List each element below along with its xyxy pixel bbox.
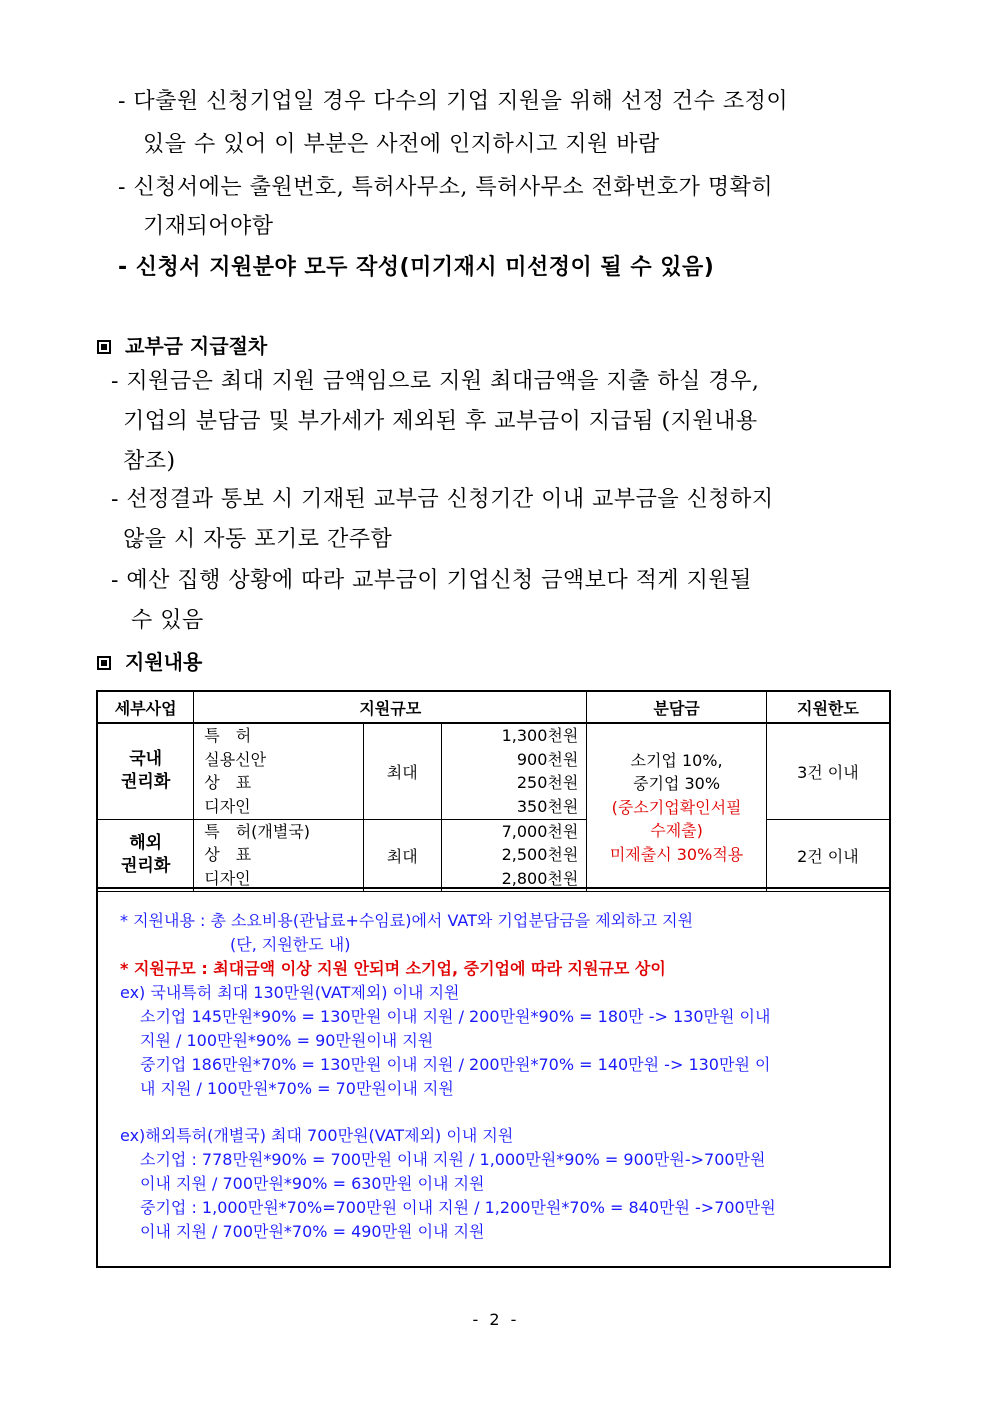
overseas-amounts (441, 819, 587, 891)
intro-bullet-2-line-1: - 신청서에는 출원번호, 특허사무소, 특허사무소 전화번호가 명확히 (118, 175, 774, 200)
list-item: 350천원 (516, 796, 579, 816)
square-bullet-icon (97, 656, 111, 670)
overseas-items (194, 819, 364, 891)
list-item: 실용신안 (204, 749, 267, 769)
grant-bullet-1-line-1: - 지원금은 최대 지원 금액임으로 지원 최대금액을 지출 하실 경우, (111, 369, 760, 394)
note-1-line-2: (단, 지원한도 내) (230, 935, 351, 954)
example-2-line-3: 중기업 : 1,000만원*70%=700만원 이내 지원 / 1,200만원*70% = 840만원 ->700만원 (140, 1198, 776, 1217)
intro-bullet-3-bold: - 신청서 지원분야 모두 작성(미기재시 미선정이 될 수 있음) (118, 255, 715, 280)
list-item: 250천원 (516, 773, 579, 793)
grant-bullet-3-line-2: 수 있음 (131, 608, 204, 633)
support-table (96, 690, 891, 892)
list-item: 특 허 (204, 726, 252, 746)
table-row-domestic (97, 723, 890, 819)
grant-bullet-3-line-1: - 예산 집행 상황에 따라 교부금이 기업신청 금액보다 적게 지원될 (111, 568, 752, 593)
intro-bullet-1-line-1: - 다출원 신청기업일 경우 다수의 기업 지원을 위해 선정 건수 조정이 (118, 89, 789, 114)
header-limit: 지원한도 (766, 691, 890, 723)
example-1-line-3: 중기업 186만원*70% = 130만원 이내 지원 / 200만원*70% = 140만원 -> 130만원 이 (140, 1055, 771, 1074)
grant-bullet-2-line-2: 않을 시 자동 포기로 간주함 (123, 527, 393, 552)
example-1-line-2: 지원 / 100만원*90% = 90만원이내 지원 (140, 1031, 434, 1050)
table-row-overseas (97, 819, 890, 891)
example-2-line-4: 이내 지원 / 700만원*70% = 490만원 이내 지원 (140, 1222, 485, 1241)
intro-bullet-2-line-2: 기재되어야함 (143, 214, 274, 239)
section-support-heading (97, 646, 202, 675)
example-2-line-2: 이내 지원 / 700만원*90% = 630만원 이내 지원 (140, 1174, 485, 1193)
domestic-limit: 3건 이내 (766, 723, 890, 819)
domestic-scope: 최대 (363, 723, 441, 819)
section-support-title: 지원내용 (125, 650, 203, 674)
category-overseas: 해외 권리화 (97, 819, 194, 891)
list-item: 2,500천원 (501, 845, 579, 865)
list-item: 디자인 (204, 796, 251, 816)
grant-bullet-1-line-3: 참조) (123, 449, 176, 474)
page-number: - 2 - (472, 1310, 520, 1329)
square-bullet-icon (97, 340, 111, 354)
header-scale: 지원규모 (194, 691, 587, 723)
list-item: 특 허(개별국) (204, 821, 310, 841)
header-subproject: 세부사업 (97, 691, 194, 723)
list-item: 상 표 (204, 845, 252, 865)
table-header-row (97, 691, 890, 723)
list-item: 디자인 (204, 868, 251, 888)
list-item: 상 표 (204, 773, 252, 793)
intro-bullet-1-line-2: 있을 수 있어 이 부분은 사전에 인지하시고 지원 바람 (143, 132, 660, 157)
note-2: * 지원규모 : 최대금액 이상 지원 안되며 소기업, 중기업에 따라 지원규모 상이 (120, 959, 666, 978)
list-item: 7,000천원 (501, 821, 579, 841)
section-grant-title: 교부금 지급절차 (125, 334, 268, 358)
list-item: 2,800천원 (501, 868, 579, 888)
grant-bullet-1-line-2: 기업의 분담금 및 부가세가 제외된 후 교부금이 지급됨 (지원내용 (123, 409, 758, 434)
example-2-line-1: 소기업 : 778만원*90% = 700만원 이내 지원 / 1,000만원*90% = 900만원->700만원 (140, 1150, 766, 1169)
example-2-title: ex)해외특허(개별국) 최대 700만원(VAT제외) 이내 지원 (120, 1126, 514, 1145)
example-1-line-4: 내 지원 / 100만원*70% = 70만원이내 지원 (140, 1079, 454, 1098)
domestic-amounts (441, 723, 587, 819)
note-1-line-1: * 지원내용 : 총 소요비용(관납료+수임료)에서 VAT와 기업분담금을 제외하고 지원 (120, 911, 694, 930)
grant-bullet-2-line-1: - 선정결과 통보 시 기재된 교부금 신청기간 이내 교부금을 신청하지 (111, 487, 774, 512)
example-1-title: ex) 국내특허 최대 130만원(VAT제외) 이내 지원 (120, 983, 460, 1002)
list-item: 1,300천원 (501, 726, 579, 746)
section-grant-heading (97, 330, 267, 359)
overseas-scope: 최대 (363, 819, 441, 891)
overseas-limit: 2건 이내 (766, 819, 890, 891)
domestic-items (194, 723, 364, 819)
share-cell: 소기업 10%, 중기업 30% (중소기업확인서필 수제출) 미제출시 30%적용 (587, 723, 767, 891)
example-1-line-1: 소기업 145만원*90% = 130만원 이내 지원 / 200만원*90% = 180만 -> 130만원 이내 (140, 1007, 771, 1026)
category-domestic: 국내 권리화 (97, 723, 194, 819)
list-item: 900천원 (516, 749, 579, 769)
header-share: 분담금 (587, 691, 767, 723)
